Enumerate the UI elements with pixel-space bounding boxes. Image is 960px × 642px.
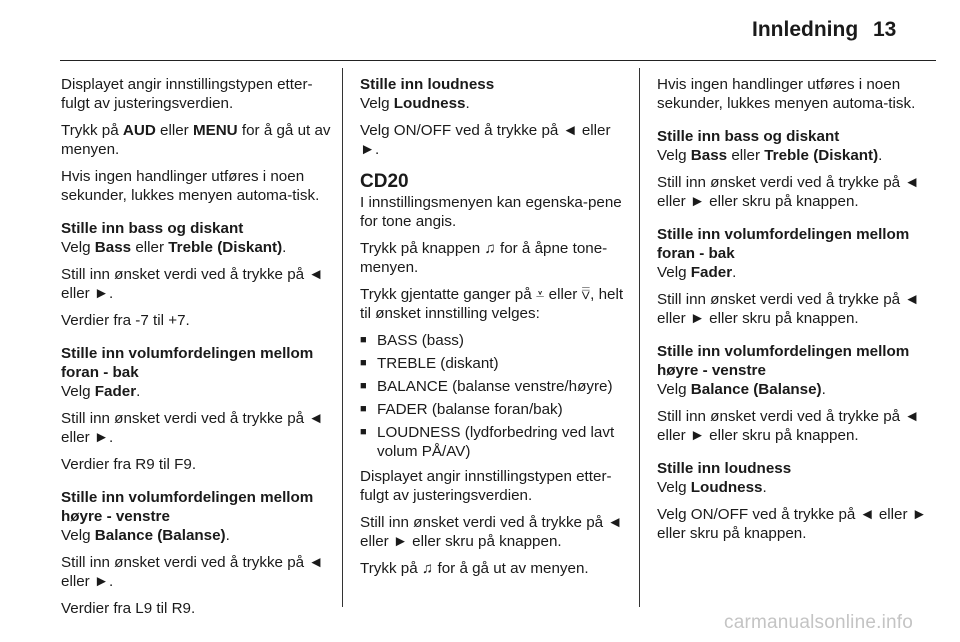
header-divider	[60, 60, 936, 61]
bold-term: Bass	[690, 147, 728, 164]
paragraph	[61, 238, 331, 257]
text: Velg	[657, 264, 691, 281]
text: Trykk på	[61, 122, 123, 139]
text: .	[821, 381, 826, 398]
text: Velg	[61, 527, 95, 544]
column-divider-1	[342, 68, 343, 607]
paragraph: Verdier fra L9 til R9.	[61, 600, 196, 617]
watermark: carmanualsonline.info	[724, 612, 914, 633]
paragraph	[360, 94, 630, 113]
paragraph: Still inn ønsket verdi ved å trykke på ◄ eller ► eller skru på knappen.	[657, 291, 920, 327]
paragraph: Hvis ingen handlinger utføres i noen sekunder, lukkes menyen automa-tisk.	[61, 168, 320, 204]
paragraph: Still inn ønsket verdi ved å trykke på ◄ eller ►.	[61, 266, 324, 302]
text: Velg	[657, 381, 691, 398]
paragraph: Verdier fra -7 til +7.	[61, 312, 190, 329]
paragraph	[61, 382, 331, 401]
section-heading: Stille inn volumfordelingen mellom foran - bak	[657, 226, 910, 262]
column-divider-2	[639, 68, 640, 607]
bold-term: Fader	[94, 383, 137, 400]
column-2	[360, 75, 630, 586]
section-heading: Stille inn volumfordelingen mellom foran - bak	[61, 345, 314, 381]
paragraph: Velg ON/OFF ved å trykke på ◄ eller ► eller skru på knappen.	[657, 506, 927, 542]
paragraph: Still inn ønsket verdi ved å trykke på ◄ eller ►.	[61, 410, 324, 446]
paragraph	[61, 121, 331, 159]
column-1	[61, 75, 331, 626]
text: eller	[727, 147, 765, 164]
bold-term: AUD	[122, 122, 156, 139]
section-heading: Stille inn loudness	[657, 460, 792, 477]
section-heading: Stille inn volumfordelingen mellom høyre - venstre	[657, 343, 910, 379]
bold-term: Balance (Balanse)	[690, 381, 822, 398]
bold-term: Balance (Balanse)	[94, 527, 226, 544]
bold-term: Bass	[94, 239, 132, 256]
text: .	[465, 95, 470, 112]
section-heading: Stille inn loudness	[360, 76, 495, 93]
paragraph: Displayet angir innstillingstypen etter-fulgt av justeringsverdien.	[360, 468, 612, 504]
bold-term: Treble (Diskant)	[168, 239, 283, 256]
section-heading: Stille inn bass og diskant	[61, 220, 244, 237]
list-item: ■ LOUDNESS (lydforbedring ved lavt volum PÅ/AV)	[360, 423, 630, 461]
text: Velg	[360, 95, 394, 112]
paragraph: Still inn ønsket verdi ved å trykke på ◄ eller ►.	[61, 554, 324, 590]
page-header	[0, 0, 960, 62]
text: for å gå ut av menyen.	[61, 122, 331, 158]
list-item: ■ FADER (balanse foran/bak)	[360, 400, 630, 419]
text: eller	[155, 122, 193, 139]
paragraph	[657, 263, 927, 282]
text: .	[136, 383, 141, 400]
text: .	[732, 264, 737, 281]
chapter-heading: CD20	[360, 171, 409, 192]
bold-term: Loudness	[393, 95, 466, 112]
bold-term: MENU	[192, 122, 238, 139]
paragraph: Trykk på knappen ♫ for å åpne tone-menyen.	[360, 240, 608, 276]
bold-term: Treble (Diskant)	[764, 147, 879, 164]
paragraph: Still inn ønsket verdi ved å trykke på ◄ eller ► eller skru på knappen.	[657, 174, 920, 210]
paragraph: Displayet angir innstillingstypen etter-fulgt av justeringsverdien.	[61, 76, 313, 112]
paragraph: Trykk på ♫ for å gå ut av menyen.	[360, 560, 589, 577]
text: Velg	[61, 383, 95, 400]
bold-term: Fader	[690, 264, 733, 281]
text: Velg	[61, 239, 95, 256]
text: eller	[131, 239, 169, 256]
page-title: Innledning	[752, 18, 859, 41]
paragraph: Still inn ønsket verdi ved å trykke på ◄ eller ► eller skru på knappen.	[657, 408, 920, 444]
list-item: ■ BASS (bass)	[360, 331, 630, 350]
section-heading: Stille inn bass og diskant	[657, 128, 840, 145]
list-item: ■ BALANCE (balanse venstre/høyre)	[360, 377, 630, 396]
paragraph: Hvis ingen handlinger utføres i noen sekunder, lukkes menyen automa-tisk.	[657, 76, 916, 112]
paragraph: Trykk gjentatte ganger på ⩡ eller ⩢, helt til ønsket innstilling velges:	[360, 286, 624, 322]
paragraph	[657, 478, 927, 497]
paragraph: Velg ON/OFF ved å trykke på ◄ eller ►.	[360, 122, 611, 158]
text: .	[762, 479, 767, 496]
column-3	[657, 75, 927, 551]
page-number: 13	[873, 18, 897, 41]
settings-list	[360, 331, 630, 461]
text: Velg	[657, 147, 691, 164]
text: .	[225, 527, 230, 544]
text: .	[282, 239, 287, 256]
list-item: ■ TREBLE (diskant)	[360, 354, 630, 373]
paragraph: I innstillingsmenyen kan egenska-pene for tone angis.	[360, 194, 622, 230]
text: Velg	[657, 479, 691, 496]
text: .	[878, 147, 883, 164]
paragraph	[61, 526, 331, 545]
paragraph: Still inn ønsket verdi ved å trykke på ◄ eller ► eller skru på knappen.	[360, 514, 623, 550]
paragraph: Verdier fra R9 til F9.	[61, 456, 197, 473]
paragraph	[657, 146, 927, 165]
bold-term: Loudness	[690, 479, 763, 496]
section-heading: Stille inn volumfordelingen mellom høyre - venstre	[61, 489, 314, 525]
paragraph	[657, 380, 927, 399]
